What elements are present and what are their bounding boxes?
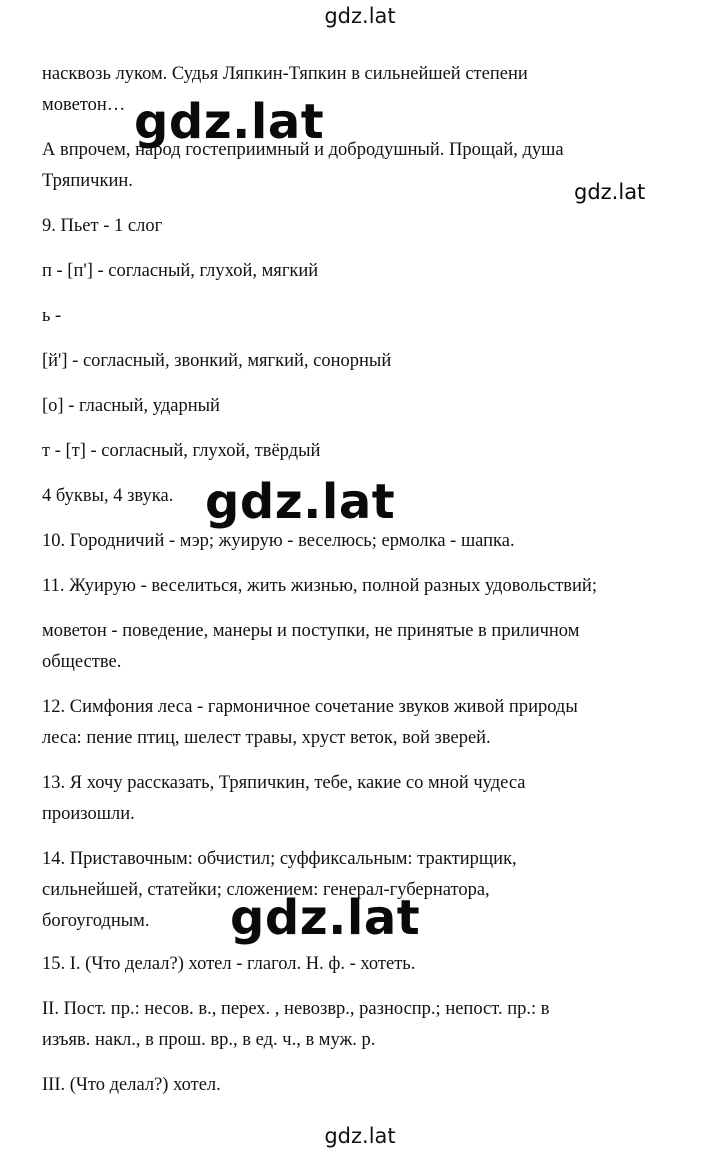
answer-9-heading: 9. Пьет - 1 слог [42,216,163,236]
watermark-overlay-2: gdz.lat [574,180,646,204]
text-line: Тряпичкин. [42,171,133,191]
phonetic-summary: 4 буквы, 4 звука. [42,486,174,506]
answer-15-part-2: II. Пост. пр.: несов. в., перех. , невозвр., разноспр.; непост. пр.: в [42,999,550,1019]
phonetic-line: т - [т] - согласный, глухой, твёрдый [42,441,321,461]
answer-13: произошли. [42,804,135,824]
answer-11-cont: моветон - поведение, манеры и поступки, не принятые в приличном [42,621,580,641]
header-watermark: gdz.lat [324,4,396,28]
text-line: насквозь луком. Судья Ляпкин-Тяпкин в сильнейшей степени [42,64,528,84]
answer-14: 14. Приставочным: обчистил; суффиксальным: трактирщик, [42,849,517,869]
text-line: А впрочем, народ гостеприимный и добродушный. Прощай, душа [42,140,564,160]
phonetic-line: ь - [42,306,62,326]
phonetic-line: [о] - гласный, ударный [42,396,220,416]
text-line: моветон… [42,95,126,115]
answer-11-cont: обществе. [42,652,122,672]
answer-14: богоугодным. [42,911,150,931]
answer-15-part-3: III. (Что делал?) хотел. [42,1075,221,1095]
answer-10: 10. Городничий - мэр; жуирую - веселюсь; ермолка - шапка. [42,531,515,551]
answer-text [42,59,682,1101]
answer-15-part-1: 15. I. (Что делал?) хотел - глагол. Н. ф. - хотеть. [42,954,416,974]
watermark-overlay-1: gdz.lat [134,94,325,150]
footer-watermark: gdz.lat [324,1124,396,1148]
answer-12: леса: пение птиц, шелест травы, хруст веток, вой зверей. [42,728,491,748]
phonetic-line: [й'] - согласный, звонкий, мягкий, сонорный [42,351,392,371]
answer-13: 13. Я хочу рассказать, Тряпичкин, тебе, какие со мной чудеса [42,773,526,793]
answer-11: 11. Жуирую - веселиться, жить жизнью, полной разных удовольствий; [42,576,597,596]
answer-12: 12. Симфония леса - гармоничное сочетание звуков живой природы [42,697,578,717]
watermark-overlay-3: gdz.lat [205,474,396,530]
answer-15-part-2: изъяв. накл., в прош. вр., в ед. ч., в муж. р. [42,1030,376,1050]
watermark-overlay-4: gdz.lat [230,890,421,946]
answer-14: сильнейшей, статейки; сложением: генерал-губернатора, [42,880,490,900]
phonetic-line: п - [п'] - согласный, глухой, мягкий [42,261,319,281]
